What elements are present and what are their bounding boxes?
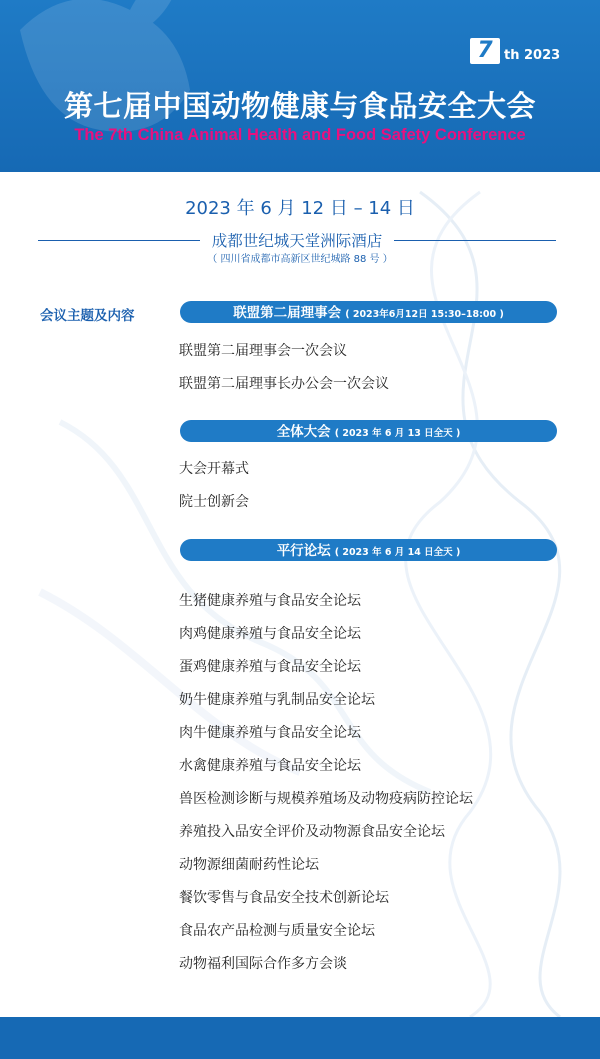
event-venue: 成都世纪城天堂洲际酒店 [211,232,383,250]
conference-logo [470,38,560,64]
forum-item: 生猪健康养殖与食品安全论坛 [179,593,361,609]
forum-item: 食品农产品检测与质量安全论坛 [179,923,375,939]
logo-mark: 7 [470,38,500,64]
forum-item: 蛋鸡健康养殖与食品安全论坛 [179,659,361,675]
section-title: 全体大会 [276,424,331,440]
venue-row [38,228,556,252]
section-time: ( 2023 年 6 月 13 日全天 ) [334,428,461,439]
agenda-item: 院士创新会 [179,494,249,510]
agenda-label: 会议主题及内容 [40,308,135,324]
section-header-plenary [180,420,557,442]
forum-item: 餐饮零售与食品安全技术创新论坛 [179,890,389,906]
header-banner [0,0,600,172]
section-title: 平行论坛 [276,543,331,559]
section-title: 联盟第二届理事会 [233,305,342,321]
divider-right [394,240,556,241]
logo-text: th 2023 [504,48,561,63]
forum-item: 动物福利国际合作多方会谈 [179,956,347,972]
forum-item: 肉鸡健康养殖与食品安全论坛 [179,626,361,642]
agenda-item: 联盟第二届理事长办公会一次会议 [179,376,389,392]
conference-title-cn: 第七届中国动物健康与食品安全大会 [63,89,536,123]
agenda-item: 大会开幕式 [179,461,249,477]
forum-item: 肉牛健康养殖与食品安全论坛 [179,725,361,741]
agenda-item: 联盟第二届理事会一次会议 [179,343,347,359]
forum-item: 兽医检测诊断与规模养殖场及动物疫病防控论坛 [179,791,473,807]
footer-bar [0,1017,600,1059]
conference-title-en: The 7th China Animal Health and Food Safety Conference [74,126,526,144]
section-time: ( 2023年6月12日 15:30–18:00 ) [345,309,504,320]
section-header-forums [180,539,557,561]
forum-item: 动物源细菌耐药性论坛 [179,857,319,873]
section-header-council [180,301,557,323]
forum-item: 水禽健康养殖与食品安全论坛 [179,758,361,774]
forum-item: 养殖投入品安全评价及动物源食品安全论坛 [179,824,445,840]
event-address: （ 四川省成都市高新区世纪城路 88 号 ） [207,254,393,265]
divider-left [38,240,200,241]
forum-item: 奶牛健康养殖与乳制品安全论坛 [179,692,375,708]
section-time: ( 2023 年 6 月 14 日全天 ) [334,547,461,558]
event-date: 2023 年 6 月 12 日 – 14 日 [185,198,415,219]
